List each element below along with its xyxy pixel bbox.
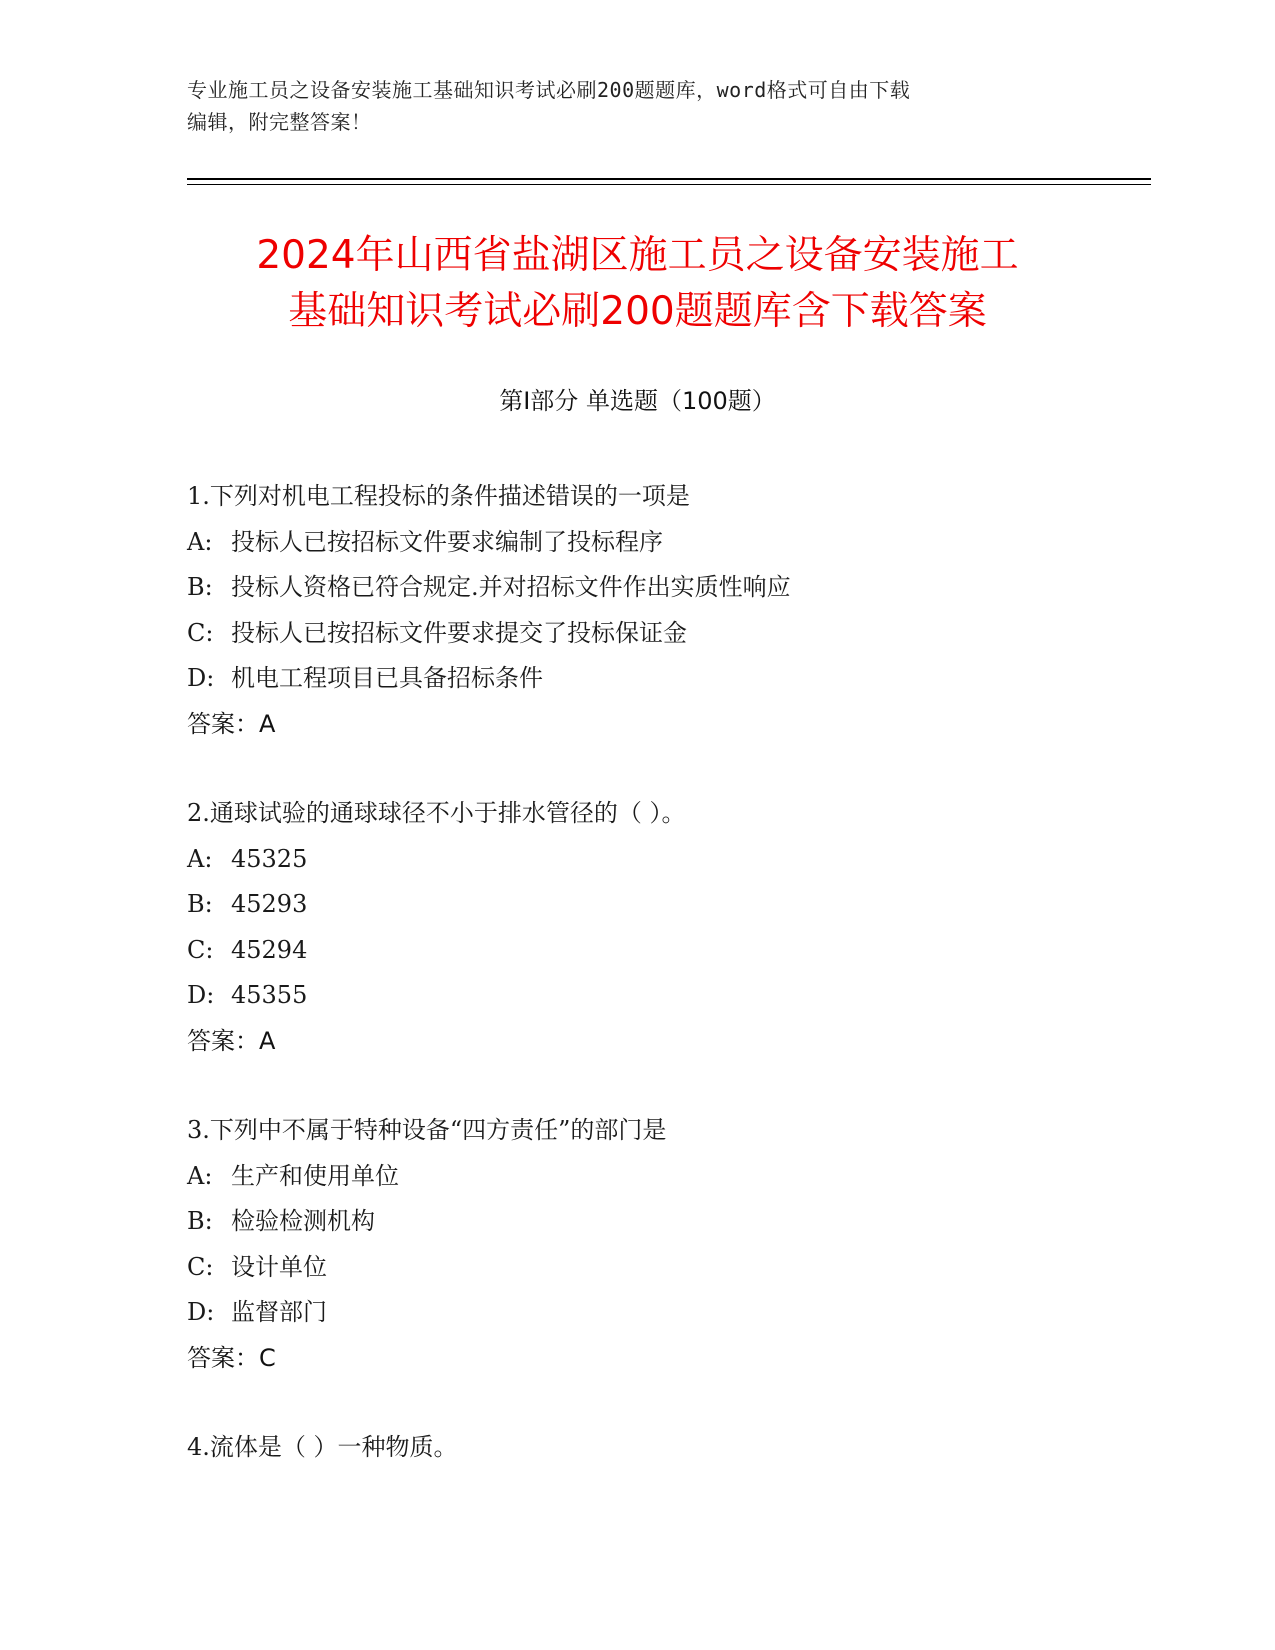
option-letter: A: (187, 527, 213, 556)
option-text: 机电工程项目已具备招标条件 (231, 664, 543, 692)
document-title-line-2: 基础知识考试必刷200题题库含下载答案 (288, 289, 987, 334)
option-text: 投标人资格已符合规定.并对招标文件作出实质性响应 (231, 573, 791, 601)
option-letter: B: (187, 1207, 213, 1235)
header-note (187, 74, 1087, 138)
answer-line: 答案：A (187, 709, 276, 738)
header-rule-thick (187, 178, 1151, 180)
question-stem: 3.下列中不属于特种设备“四方责任”的部门是 (187, 1116, 667, 1144)
option-letter: A: (187, 844, 213, 873)
section-heading: 第Ⅰ部分 单选题（100题） (499, 387, 776, 415)
header-rule-thin (187, 184, 1151, 185)
option-letter: B: (187, 890, 213, 918)
question-stem: 2.通球试验的通球球径不小于排水管径的（ ）。 (187, 799, 686, 827)
question-2 (187, 791, 1147, 1064)
option-c (187, 611, 1147, 657)
header-note-line-2: 编辑，附完整答案！ (187, 110, 372, 134)
option-text: 投标人已按招标文件要求提交了投标保证金 (231, 618, 687, 647)
option-letter: C: (187, 1252, 214, 1281)
question-list (187, 474, 1147, 1515)
question-3 (187, 1108, 1147, 1381)
answer-line: 答案：C (187, 1343, 276, 1372)
option-b (187, 565, 1147, 611)
option-a (187, 1154, 1147, 1200)
question-4 (187, 1425, 1147, 1471)
option-text: 45325 (231, 844, 308, 873)
option-text: 设计单位 (231, 1252, 327, 1281)
option-d (187, 1290, 1147, 1336)
option-letter: C: (187, 618, 214, 647)
question-stem: 4.流体是（ ）一种物质。 (187, 1433, 458, 1461)
option-text: 生产和使用单位 (231, 1161, 399, 1190)
option-letter: C: (187, 935, 214, 964)
option-d (187, 656, 1147, 702)
option-b (187, 1199, 1147, 1245)
option-text: 检验检测机构 (231, 1207, 375, 1235)
document-title-line-1: 2024年山西省盐湖区施工员之设备安装施工 (256, 233, 1019, 278)
option-letter: B: (187, 573, 213, 601)
option-c (187, 1245, 1147, 1291)
document-title (140, 228, 1135, 340)
question-1 (187, 474, 1147, 747)
option-text: 45293 (231, 890, 308, 918)
option-text: 投标人已按招标文件要求编制了投标程序 (231, 527, 663, 556)
option-d (187, 973, 1147, 1019)
answer-line: 答案：A (187, 1026, 276, 1055)
option-a (187, 520, 1147, 566)
option-letter: D: (187, 1298, 215, 1326)
option-text: 监督部门 (231, 1298, 327, 1326)
option-text: 45355 (231, 981, 308, 1009)
option-letter: D: (187, 981, 215, 1009)
option-text: 45294 (231, 935, 308, 964)
option-b (187, 882, 1147, 928)
option-c (187, 928, 1147, 974)
option-letter: D: (187, 664, 215, 692)
option-letter: A: (187, 1161, 213, 1190)
question-stem: 1.下列对机电工程投标的条件描述错误的一项是 (187, 482, 690, 510)
header-note-line-1: 专业施工员之设备安装施工基础知识考试必刷200题题库，word格式可自由下载 (187, 78, 911, 102)
option-a (187, 837, 1147, 883)
